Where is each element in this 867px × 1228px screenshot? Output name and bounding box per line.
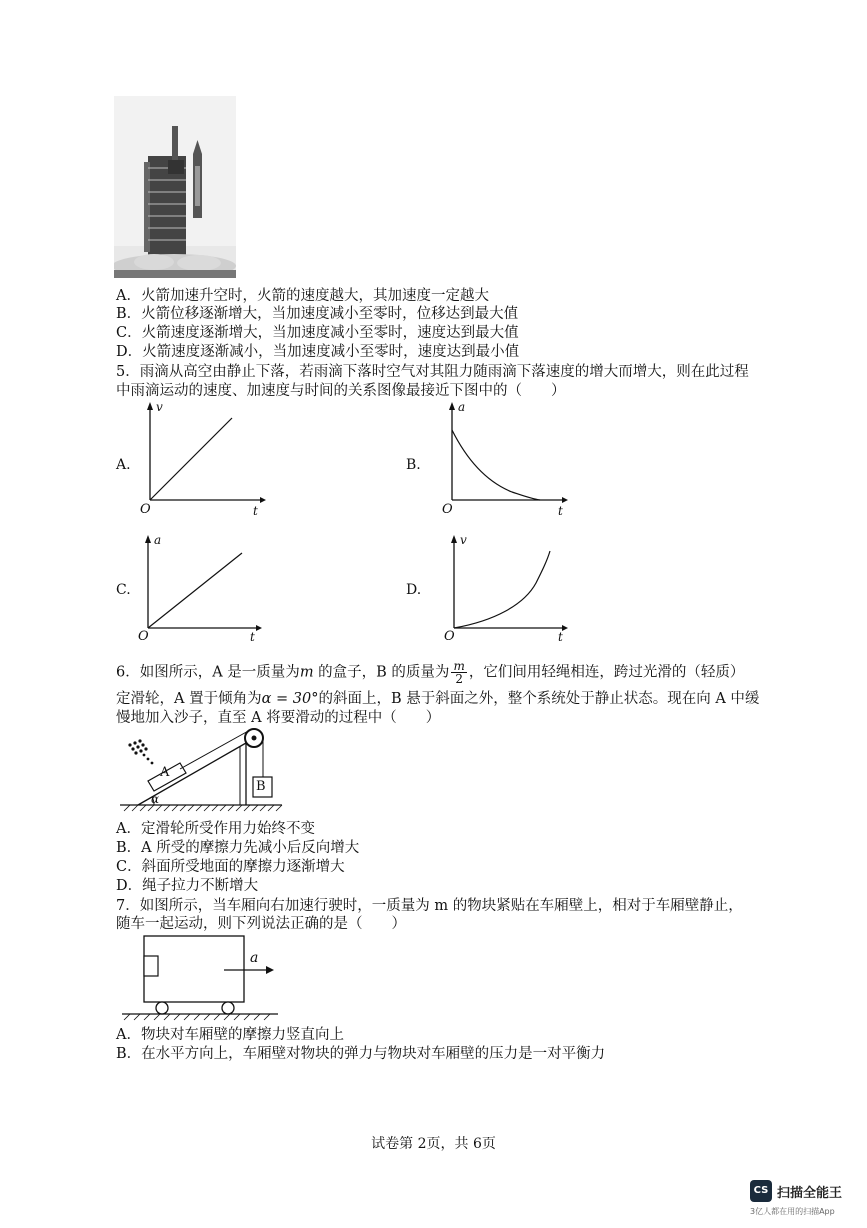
q6-option-a: A．定滑轮所受作用力始终不变: [116, 821, 315, 837]
q6-stem-line1: 6．如图所示，A 是一质量为m 的盒子，B 的质量为 $\frac{m}{2}$ ，它们间用轻绳相连，跨过光滑的（轻质）: [116, 659, 745, 686]
q5-graph-c-letter: C.: [116, 582, 131, 598]
q5-graph-a-letter: A.: [116, 457, 131, 473]
scanner-watermark: [750, 1180, 855, 1218]
q5-stem-line1: 5．雨滴从高空由静止下落，若雨滴下落时空气对其阻力随雨滴下落速度的增大而增大，则在此过程: [116, 364, 749, 380]
q5-stem-line2: 中雨滴运动的速度、加速度与时间的关系图像最接近下图中的（ ）: [116, 383, 566, 399]
q5-graph-d-xlabel: t: [558, 630, 563, 644]
q4-option-a: A．火箭加速升空时，火箭的速度越大，其加速度一定越大: [116, 288, 489, 304]
q5-graph-b: [442, 400, 572, 520]
q7-stem-line1: 7．如图所示，当车厢向右加速行驶时，一质量为 m 的物块紧贴在车厢壁上，相对于车厢壁静止，: [116, 898, 743, 914]
q5-graph-a: [140, 400, 270, 520]
q5-graph-c-origin: O: [138, 629, 149, 644]
q6-stem-line3: 慢地加入沙子，直至 A 将要滑动的过程中（ ）: [116, 710, 441, 726]
q5-graph-d-letter: D.: [406, 582, 422, 598]
q5-graph-a-origin: O: [140, 502, 151, 517]
q5-graph-d: [444, 533, 574, 648]
q4-option-c: C．火箭速度逐渐增大，当加速度减小至零时，速度达到最大值: [116, 325, 519, 341]
scanner-logo-icon: CS: [750, 1180, 772, 1202]
q5-graph-c: [138, 533, 268, 648]
q7-option-a: A．物块对车厢壁的摩擦力竖直向上: [116, 1027, 344, 1043]
q6-option-b: B．A 所受的摩擦力先减小后反向增大: [116, 840, 360, 856]
q5-graph-d-origin: O: [444, 629, 455, 644]
q5-graph-a-xlabel: t: [253, 504, 258, 518]
scanner-app-name: 扫描全能王: [777, 1186, 843, 1201]
rocket-photo: [114, 96, 236, 278]
q6-stem-line2: 定滑轮，A 置于倾角为α = 30°的斜面上，B 悬于斜面之外，整个系统处于静止状态。现在向 A 中缓: [116, 691, 760, 707]
page-footer: 试卷第 2页，共 6页: [371, 1136, 496, 1152]
q7-carriage-figure: [116, 930, 286, 1022]
q5-graph-b-ylabel: a: [458, 400, 466, 414]
q5-graph-b-xlabel: t: [558, 504, 563, 518]
q6-fig-label-b: B: [256, 779, 266, 794]
q6-option-c: C．斜面所受地面的摩擦力逐渐增大: [116, 859, 345, 875]
q5-graph-c-xlabel: t: [250, 630, 255, 644]
q4-option-b: B．火箭位移逐渐增大，当加速度减小至零时，位移达到最大值: [116, 306, 519, 322]
q5-graph-b-letter: B.: [406, 457, 421, 473]
q6-option-d: D．绳子拉力不断增大: [116, 878, 259, 894]
q7-fig-label-a: a: [250, 950, 259, 966]
q5-graph-b-origin: O: [442, 502, 453, 517]
q6-incline-pulley-figure: [116, 725, 286, 817]
q6-mass-fraction: $\frac{m}{2}$: [453, 659, 465, 686]
q7-option-b: B．在水平方向上，车厢壁对物块的弹力与物块对车厢壁的压力是一对平衡力: [116, 1046, 606, 1062]
q5-graph-c-ylabel: a: [154, 533, 162, 547]
q6-fig-label-a: A: [160, 765, 170, 780]
q6-fig-label-alpha: α: [151, 792, 160, 806]
q7-stem-line2: 随车一起运动，则下列说法正确的是（ ）: [116, 916, 406, 932]
q5-graph-d-ylabel: v: [460, 533, 467, 547]
scanner-app-tagline: 3亿人都在用的扫描App: [750, 1207, 835, 1216]
q5-graph-a-ylabel: v: [156, 400, 163, 414]
q4-option-d: D．火箭速度逐渐减小，当加速度减小至零时，速度达到最小值: [116, 344, 520, 360]
